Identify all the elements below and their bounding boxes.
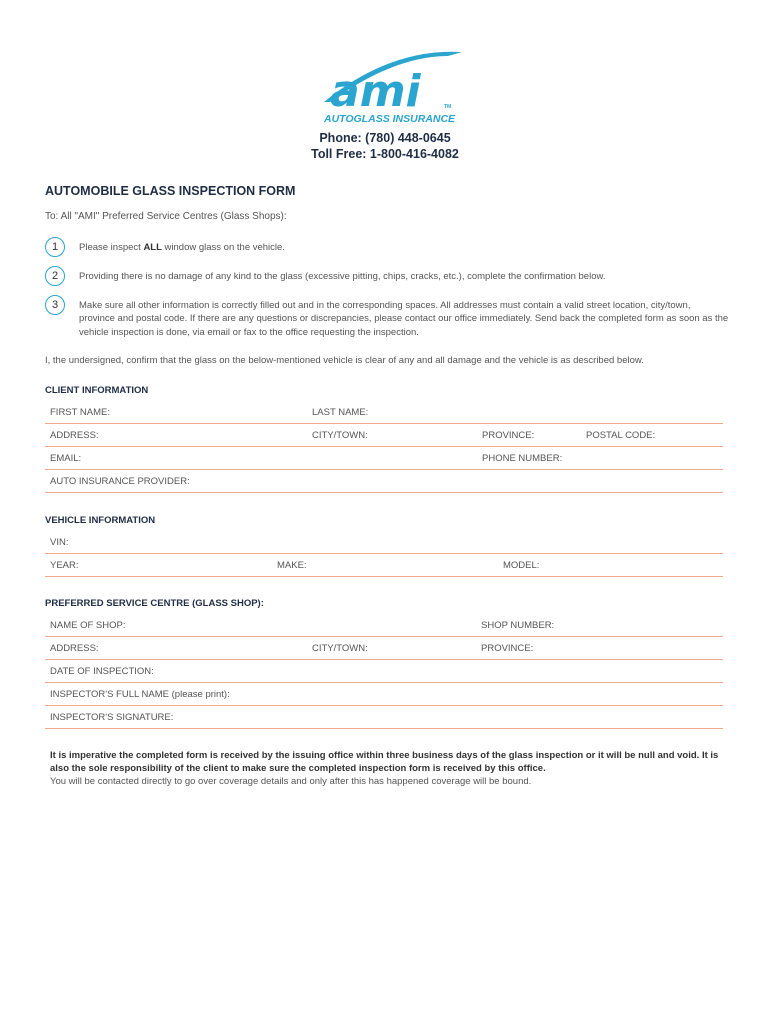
year-field[interactable]: YEAR: — [50, 560, 79, 571]
step-3-number: 3 — [45, 295, 65, 315]
confirmation-statement: I, the undersigned, confirm that the glass on the below-mentioned vehicle is clear of any and all damage and the vehicle is as described below. — [45, 355, 644, 366]
model-field[interactable]: MODEL: — [503, 560, 540, 571]
step-1-text-bold: ALL — [143, 242, 162, 253]
logo-tagline: AUTOGLASS INSURANCE — [324, 113, 456, 125]
client-contact-row — [45, 447, 723, 470]
vin-field[interactable]: VIN: — [50, 537, 69, 548]
vehicle-vin-row — [45, 531, 723, 554]
client-section-title: CLIENT INFORMATION — [45, 385, 149, 396]
client-postal-code-field[interactable]: POSTAL CODE: — [586, 430, 656, 441]
shop-city-field[interactable]: CITY/TOWN: — [312, 643, 368, 654]
inspector-name-field[interactable]: INSPECTOR'S FULL NAME (please print): — [50, 689, 230, 700]
client-insurance-row — [45, 470, 723, 493]
step-1-text-start: Please inspect — [79, 242, 144, 253]
client-address-row — [45, 424, 723, 447]
notice-normal-text: You will be contacted directly to go over coverage details and only after this has happened coverage will be bound. — [50, 776, 532, 787]
step-3-text: Make sure all other information is correctly filled out and in the corresponding spaces. All addresses must contain a valid street location, city/town, province and postal code. If there are any questions or discrepancies, please contact our office immediately. Send back the completed form as soon as the vehicle inspection is done, via email or fax to the office requesting the inspection. — [79, 300, 729, 338]
inspection-date-row — [45, 660, 723, 683]
vehicle-details-row — [45, 554, 723, 577]
shop-number-field[interactable]: SHOP NUMBER: — [481, 620, 555, 631]
client-phone-field[interactable]: PHONE NUMBER: — [482, 453, 563, 464]
contact-phone: Phone: (780) 448-0645 — [319, 131, 451, 145]
ami-logo — [320, 50, 470, 126]
insurance-provider-field[interactable]: AUTO INSURANCE PROVIDER: — [50, 476, 190, 487]
logo-trademark: TM — [444, 104, 452, 110]
shop-name-row — [45, 614, 723, 637]
shop-address-row — [45, 637, 723, 660]
shop-province-field[interactable]: PROVINCE: — [481, 643, 534, 654]
client-address-field[interactable]: ADDRESS: — [50, 430, 99, 441]
notice-bold-text: It is imperative the completed form is received by the issuing office within three business days of the glass inspection or it will be null and void. It is also the sole responsibility of the client to make sure the completed inspection form is received by this office. — [50, 750, 719, 774]
shop-name-field[interactable]: NAME OF SHOP: — [50, 620, 126, 631]
inspector-signature-field[interactable]: INSPECTOR'S SIGNATURE: — [50, 712, 174, 723]
first-name-field[interactable]: FIRST NAME: — [50, 407, 110, 418]
last-name-field[interactable]: LAST NAME: — [312, 407, 369, 418]
step-1-text-end: window glass on the vehicle. — [161, 242, 285, 253]
ami-logo-graphic — [320, 50, 470, 126]
shop-section-title: PREFERRED SERVICE CENTRE (GLASS SHOP): — [45, 598, 264, 609]
step-2-number: 2 — [45, 266, 65, 286]
step-1-number: 1 — [45, 237, 65, 257]
inspection-date-field[interactable]: DATE OF INSPECTION: — [50, 666, 154, 677]
inspector-name-row — [45, 683, 723, 706]
shop-address-field[interactable]: ADDRESS: — [50, 643, 99, 654]
client-province-field[interactable]: PROVINCE: — [482, 430, 535, 441]
inspector-signature-row — [45, 706, 723, 729]
to-line: To: All "AMI" Preferred Service Centres (Glass Shops): — [45, 211, 287, 222]
notice-block — [50, 749, 720, 788]
form-title: AUTOMOBILE GLASS INSPECTION FORM — [45, 184, 296, 198]
vehicle-section-title: VEHICLE INFORMATION — [45, 515, 156, 526]
step-2-text: Providing there is no damage of any kind to the glass (excessive pitting, chips, cracks, etc.), complete the confirmation below. — [79, 271, 606, 282]
logo-wordmark: ami — [330, 66, 421, 117]
client-city-field[interactable]: CITY/TOWN: — [312, 430, 368, 441]
client-email-field[interactable]: EMAIL: — [50, 453, 82, 464]
step-1-text — [79, 241, 729, 254]
client-name-row — [45, 401, 723, 424]
contact-toll-free: Toll Free: 1-800-416-4082 — [311, 147, 459, 161]
make-field[interactable]: MAKE: — [277, 560, 307, 571]
